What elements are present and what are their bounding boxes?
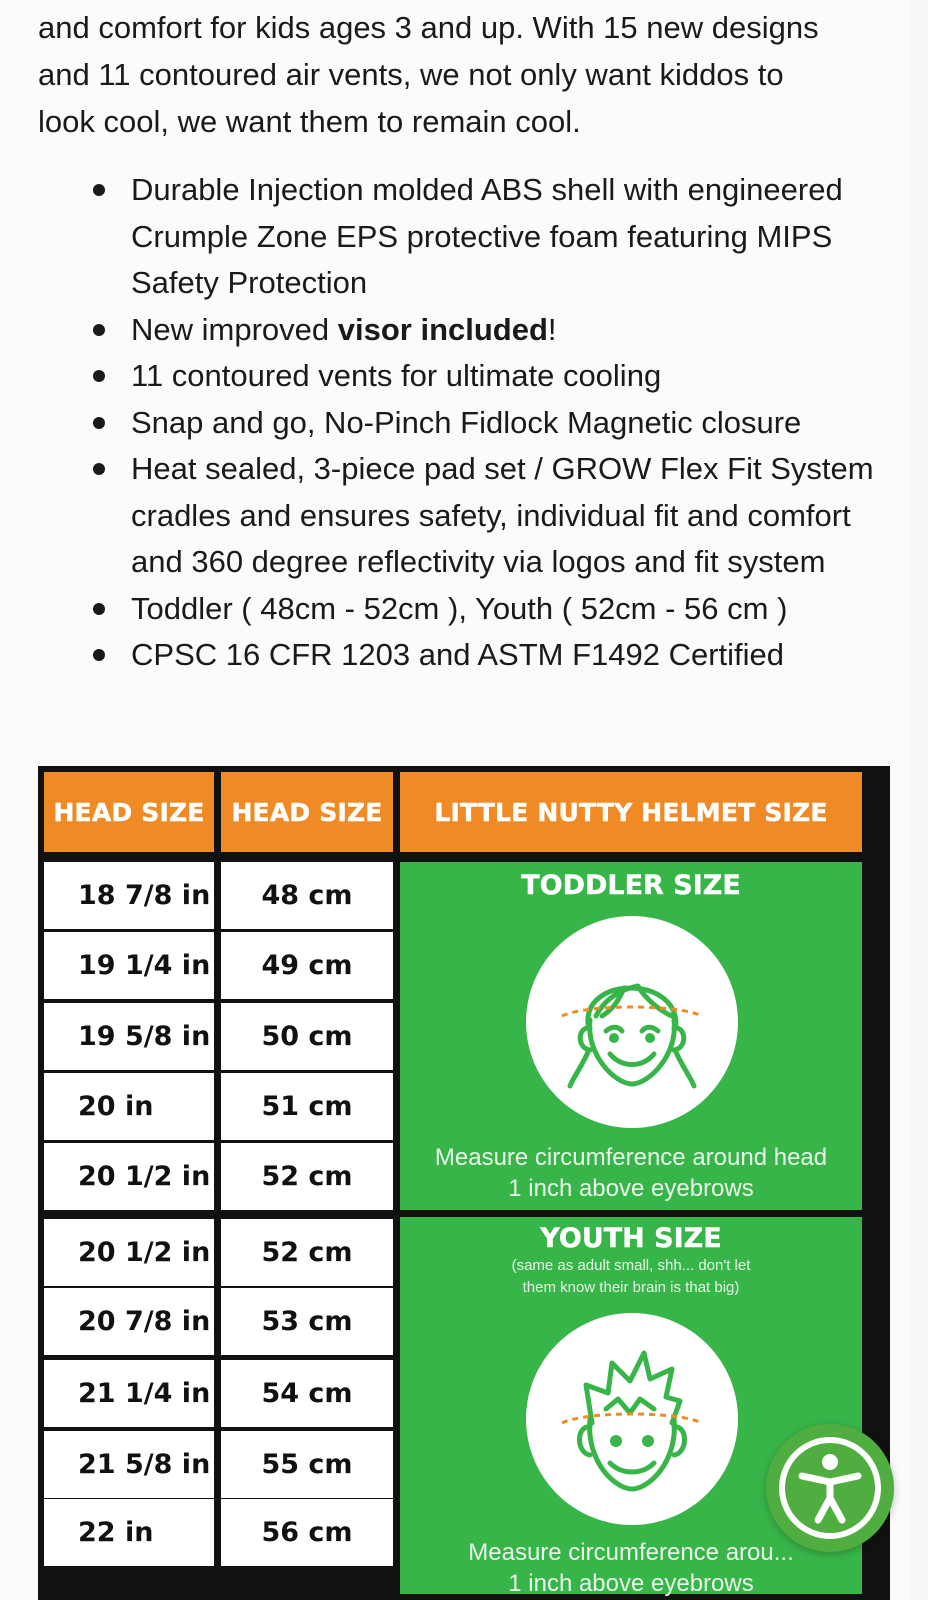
head-size-inches-cell: 18 7/8 in (44, 862, 214, 929)
toddler-size-panel (400, 862, 862, 1210)
feature-item: Toddler ( 48cm - 52cm ), Youth ( 52cm - 56 cm ) (38, 586, 898, 633)
header-helmet-size: LITTLE NUTTY HELMET SIZE (400, 772, 862, 852)
head-size-cm-cell: 48 cm (221, 862, 393, 929)
feature-item (38, 307, 898, 354)
head-size-cm-cell: 52 cm (221, 1219, 393, 1286)
head-size-inches-cell: 20 in (44, 1073, 214, 1140)
feature-item: Heat sealed, 3-piece pad set / GROW Flex Fit System cradles and ensures safety, individual fit and comfort and 360 degree reflectivity via logos and fit system (38, 446, 898, 586)
feature-text: New improved (131, 311, 338, 347)
head-size-inches-cell: 21 1/4 in (44, 1360, 214, 1427)
head-size-inches-cell: 19 1/4 in (44, 932, 214, 999)
head-size-inches-cell: 20 1/2 in (44, 1143, 214, 1210)
head-size-cm-cell: 54 cm (221, 1360, 393, 1427)
feature-highlight: visor included (337, 311, 548, 347)
head-size-inches-cell: 19 5/8 in (44, 1003, 214, 1070)
intro-paragraph: and comfort for kids ages 3 and up. With 15 new designs and 11 contoured air vents, we not only want kiddos to look cool, we want them to remain cool. (38, 10, 819, 139)
accessibility-person-icon (774, 1432, 886, 1544)
head-size-cm-cell: 53 cm (221, 1288, 393, 1355)
youth-boy-face-icon (526, 1313, 738, 1525)
size-chart-image (38, 766, 890, 1600)
head-size-cm-cell: 55 cm (221, 1431, 393, 1498)
feature-text: ! (547, 311, 557, 347)
head-size-inches-cell: 22 in (44, 1499, 214, 1566)
header-head-size-in: HEAD SIZE (44, 772, 214, 852)
head-size-inches-cell: 20 7/8 in (44, 1288, 214, 1355)
youth-measure-text: Measure circumference arou... 1 inch above eyebrows (468, 1539, 794, 1597)
youth-size-note: (same as adult small, shh... don't let them know their brain is that big) (511, 1257, 751, 1296)
head-size-inches-cell: 21 5/8 in (44, 1431, 214, 1498)
toddler-measure-text: Measure circumference around head 1 inch above eyebrows (434, 1144, 828, 1202)
feature-item: Snap and go, No-Pinch Fidlock Magnetic closure (38, 400, 898, 447)
toddler-size-title: TODDLER SIZE (521, 870, 741, 901)
head-size-cm-cell: 51 cm (221, 1073, 393, 1140)
feature-item: CPSC 16 CFR 1203 and ASTM F1492 Certified (38, 632, 898, 679)
head-size-cm-cell: 56 cm (221, 1499, 393, 1566)
head-size-cm-cell: 49 cm (221, 932, 393, 999)
youth-size-title: YOUTH SIZE (540, 1223, 722, 1254)
feature-item: Durable Injection molded ABS shell with engineered Crumple Zone EPS protective foam featuring MIPS Safety Protection (38, 167, 898, 307)
head-size-inches-cell: 20 1/2 in (44, 1219, 214, 1286)
header-head-size-cm: HEAD SIZE (221, 772, 393, 852)
head-size-cm-cell: 50 cm (221, 1003, 393, 1070)
accessibility-button[interactable] (766, 1424, 894, 1552)
head-size-cm-cell: 52 cm (221, 1143, 393, 1210)
toddler-girl-face-icon (526, 916, 738, 1128)
page-edge (910, 0, 928, 1600)
feature-item: 11 contoured vents for ultimate cooling (38, 353, 898, 400)
feature-list (38, 167, 898, 679)
